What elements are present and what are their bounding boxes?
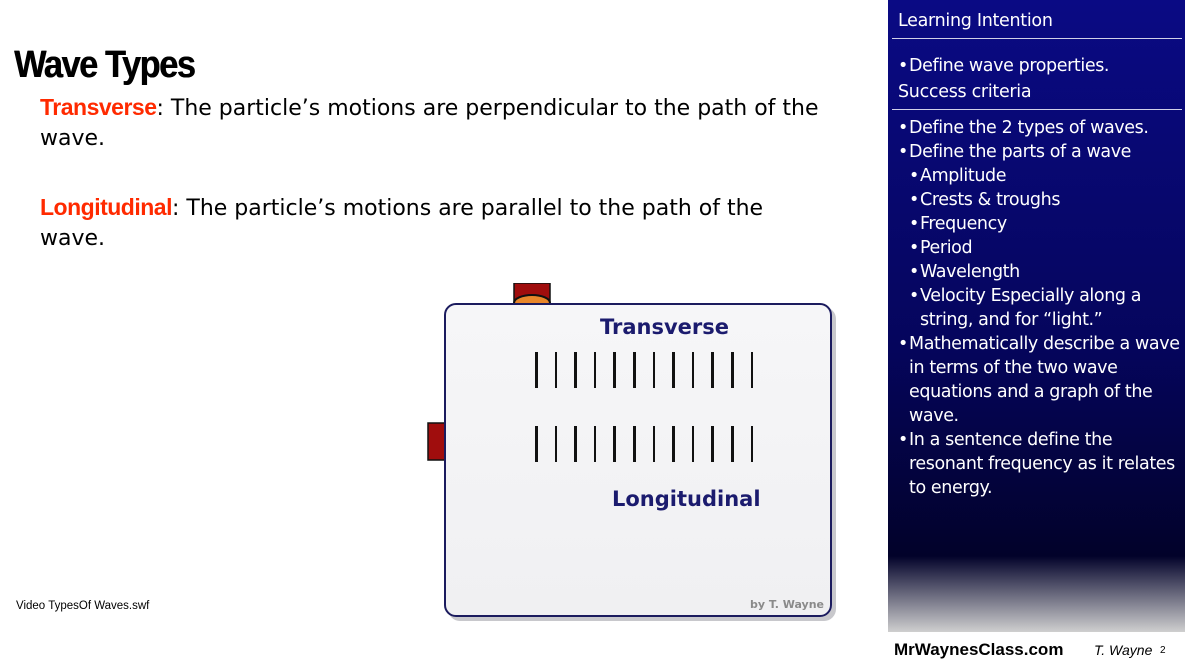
wave-animation[interactable] bbox=[444, 303, 832, 617]
definition-longitudinal-text: : The particle’s motions are parallel to the path of the wave. bbox=[40, 196, 764, 251]
animation-credit: by T. Wayne bbox=[749, 598, 824, 611]
list-item: • Mathematically describe a wave in terms of the two wave equations and a graph of the wave. bbox=[898, 332, 1185, 428]
transverse-particle-row bbox=[535, 352, 765, 388]
learning-intention-heading: Learning Intention bbox=[898, 11, 1053, 31]
particle-bar bbox=[594, 352, 597, 388]
success-criteria-list bbox=[898, 116, 1185, 500]
definition-transverse bbox=[40, 92, 830, 154]
success-criteria-heading: Success criteria bbox=[898, 82, 1032, 102]
particle-bar bbox=[711, 352, 714, 388]
footer-author: T. Wayne bbox=[1094, 642, 1153, 658]
list-item: • In a sentence define the resonant frequency as it relates to energy. bbox=[898, 428, 1185, 500]
learning-intention-list bbox=[898, 54, 1109, 78]
particle-bar bbox=[574, 352, 577, 388]
learning-panel bbox=[888, 0, 1185, 632]
list-item: • Define wave properties. bbox=[898, 54, 1109, 78]
video-caption[interactable]: Video TypesOf Waves.swf bbox=[16, 600, 150, 612]
particle-bar bbox=[535, 426, 538, 462]
page-number: 2 bbox=[1160, 645, 1166, 656]
footer-brand[interactable]: MrWaynesClass.com bbox=[894, 640, 1064, 659]
panel-divider bbox=[892, 38, 1182, 39]
list-item: • Wavelength bbox=[909, 260, 1185, 284]
particle-bar bbox=[594, 426, 597, 462]
list-item: • Crests & troughs bbox=[909, 188, 1185, 212]
definition-transverse-text: : The particle’s motions are perpendicular to the path of the wave. bbox=[40, 96, 819, 151]
definition-longitudinal bbox=[40, 192, 830, 254]
particle-bar bbox=[633, 426, 636, 462]
particle-bar bbox=[653, 426, 656, 462]
particle-bar bbox=[672, 426, 675, 462]
slide-title: Wave Types bbox=[14, 44, 195, 86]
transverse-label: Transverse bbox=[600, 315, 730, 339]
definitions bbox=[40, 92, 830, 292]
list-item: • Define the parts of a wave bbox=[898, 140, 1185, 164]
particle-bar bbox=[535, 352, 538, 388]
particle-bar bbox=[692, 426, 695, 462]
particle-bar bbox=[653, 352, 656, 388]
list-item: • Frequency bbox=[909, 212, 1185, 236]
particle-bar bbox=[731, 352, 734, 388]
term-longitudinal: Longitudinal bbox=[40, 194, 172, 220]
particle-bar bbox=[692, 352, 695, 388]
particle-bar bbox=[711, 426, 714, 462]
longitudinal-label: Longitudinal bbox=[612, 487, 761, 511]
particle-bar bbox=[555, 426, 558, 462]
particle-bar bbox=[672, 352, 675, 388]
list-item: • Define the 2 types of waves. bbox=[898, 116, 1185, 140]
list-item: • Period bbox=[909, 236, 1185, 260]
particle-bar bbox=[751, 426, 754, 462]
particle-bar bbox=[731, 426, 734, 462]
particle-bar bbox=[574, 426, 577, 462]
term-transverse: Transverse bbox=[40, 94, 157, 120]
particle-bar bbox=[613, 426, 616, 462]
panel-divider bbox=[892, 109, 1182, 110]
particle-bar bbox=[555, 352, 558, 388]
particle-bar bbox=[613, 352, 616, 388]
list-item: • Amplitude bbox=[909, 164, 1185, 188]
particle-bar bbox=[633, 352, 636, 388]
particle-bar bbox=[751, 352, 754, 388]
list-item: • Velocity Especially along a string, and for “light.” bbox=[909, 284, 1185, 332]
longitudinal-particle-row bbox=[535, 426, 765, 462]
